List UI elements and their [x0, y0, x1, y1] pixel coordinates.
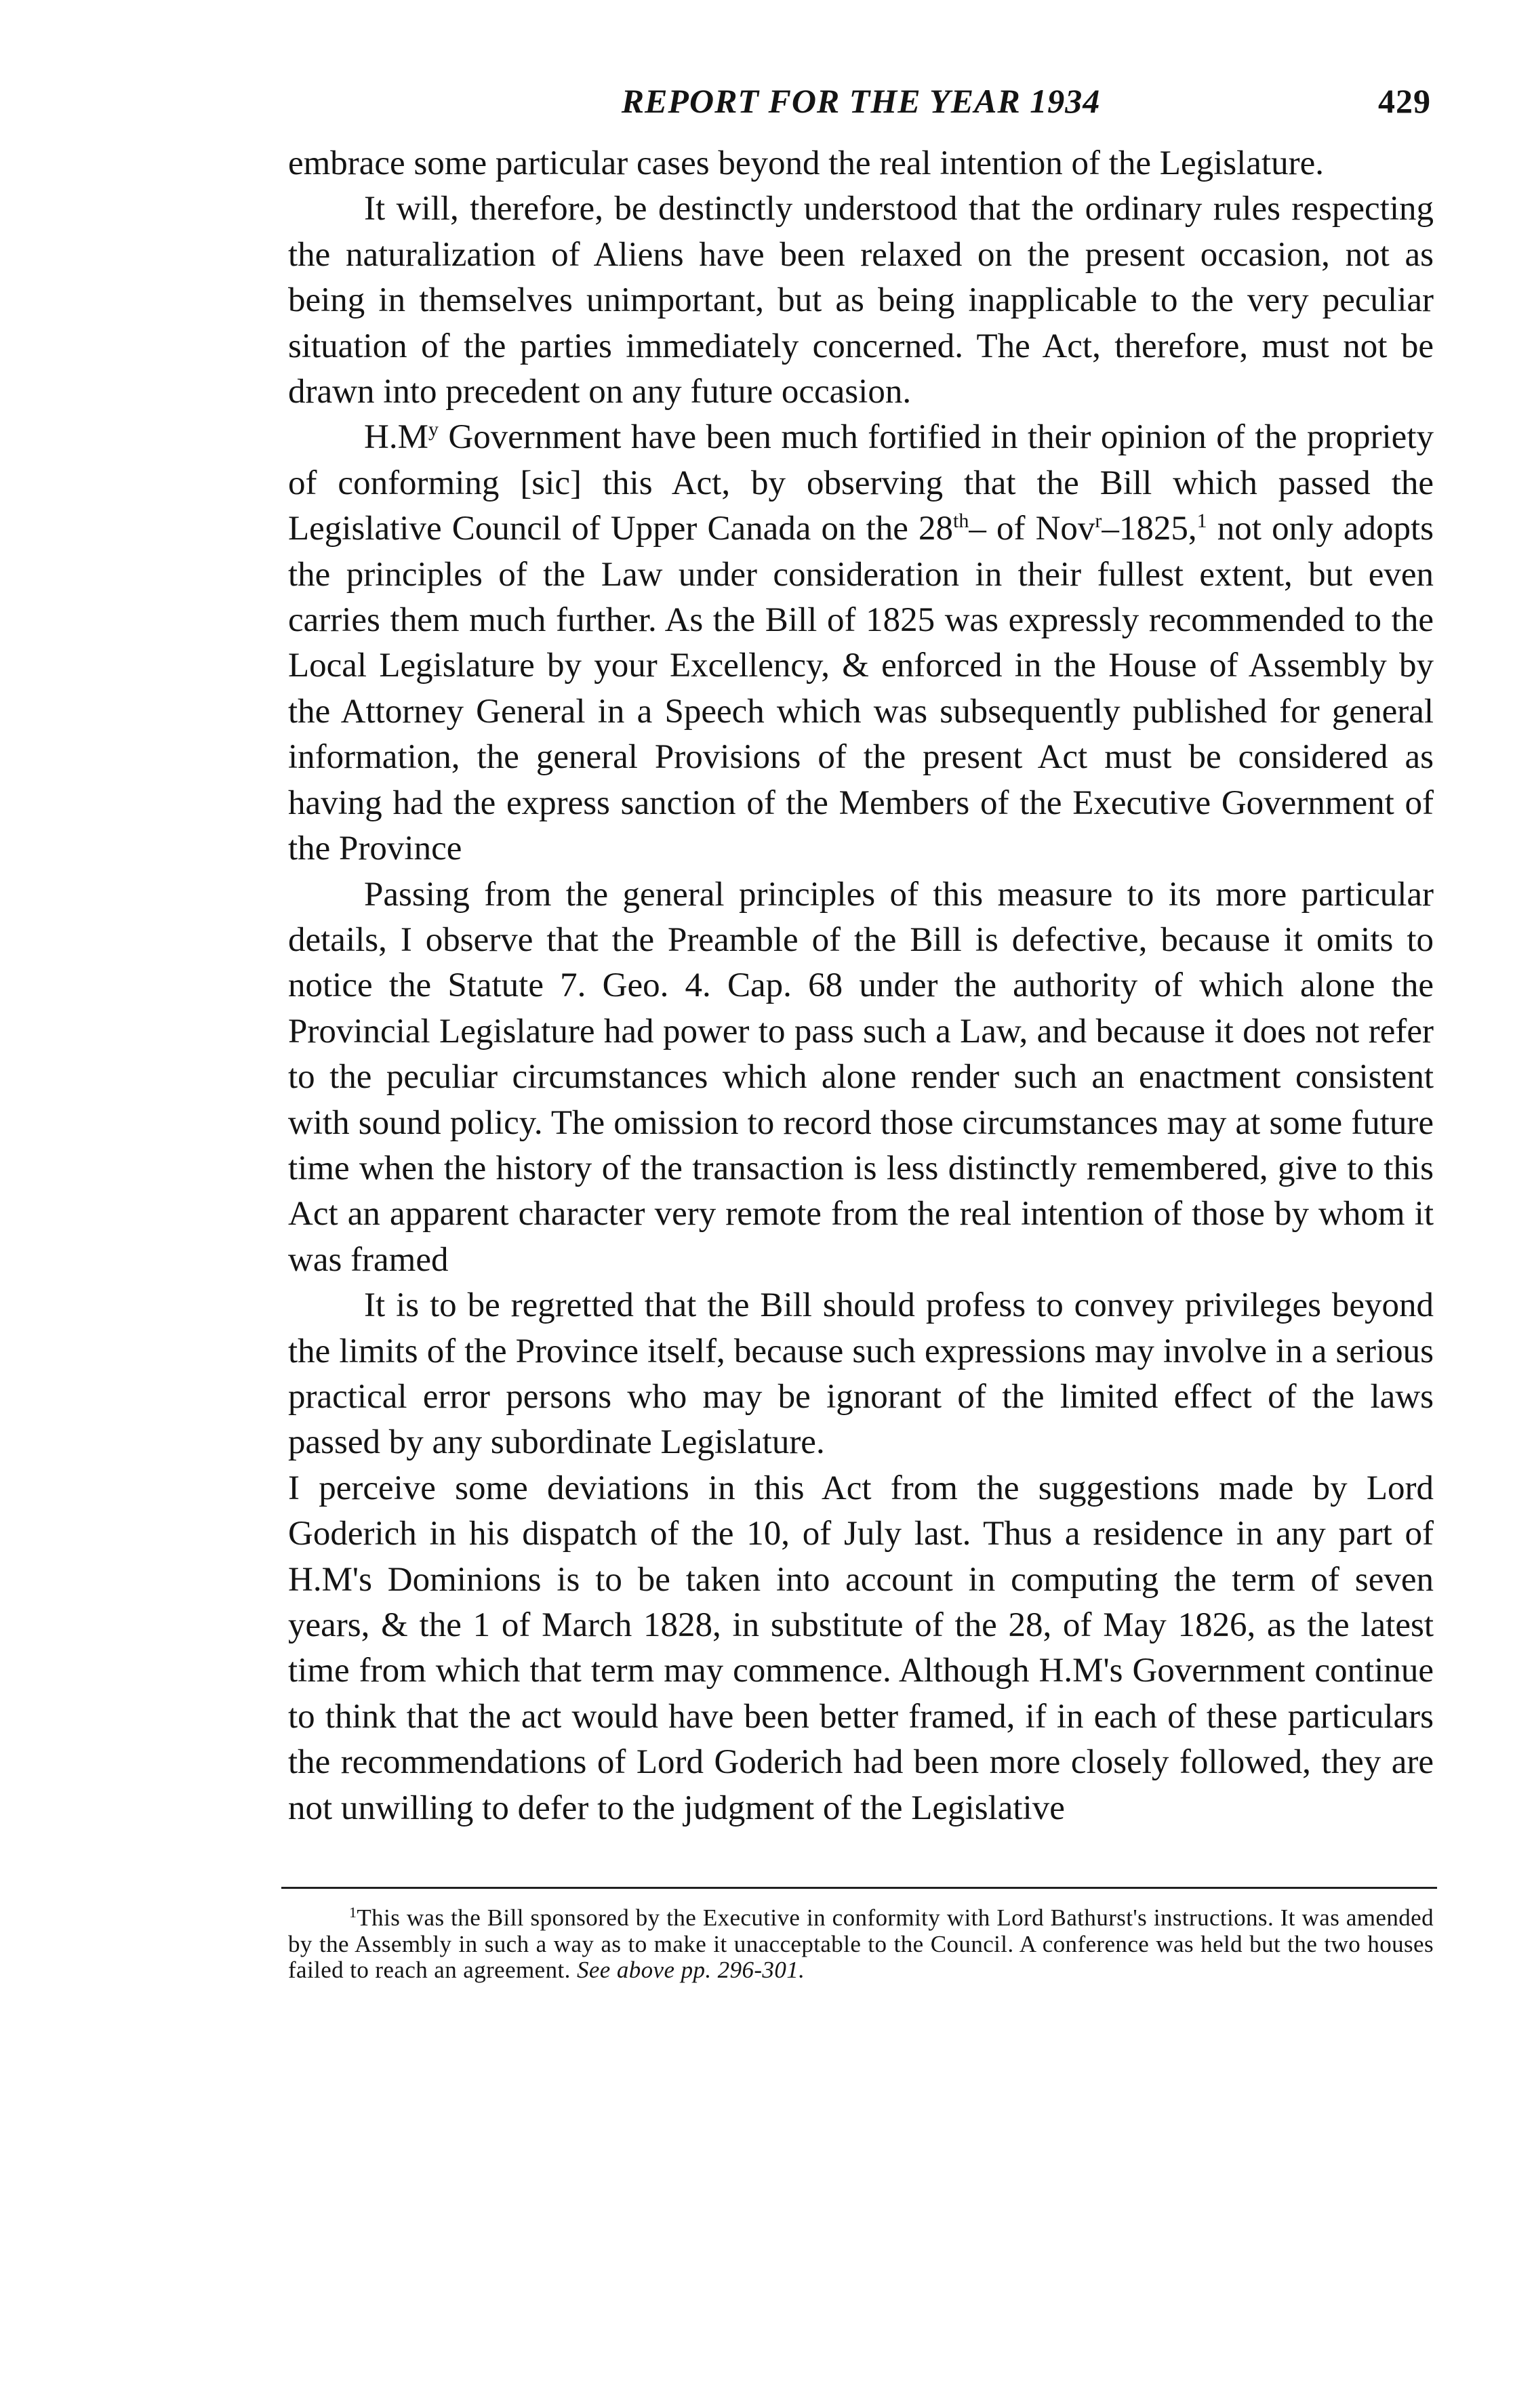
page-header [288, 81, 1434, 129]
superscript-y: y [428, 418, 439, 441]
paragraph-5: It is to be regretted that the Bill should profess to convey privileges beyond the limits of the Province itself, because such expressions may involve in a serious practical error persons who may be ignorant of the limited effect of the laws passed by any subordinate Legislature. [288, 1286, 1434, 1462]
paragraph-3 [288, 415, 1434, 872]
paragraph-6: I perceive some deviations in this Act from the suggestions made by Lord Goderich in his dispatch of the 10, of July last. Thus a residence in any part of H.M's Dominions is to be taken into account in computing the term of seven years, & the 1 of March 1828, in substitute of the 28, of May 1826, as the latest time from which that term may commence. Although H.M's Government continue to think that the act would have been better framed, if in each of these particulars the recommendations of Lord Goderich had been more closely followed, they are not unwilling to defer to the judgment of the Legislative [288, 1469, 1434, 1827]
paragraph-3-part-5: not only adopts the principles of the Law under consideration in their fullest extent, but even carries them much further. As the Bill of 1825 was expressly recommended to the Local Legislature by your Excellency, & enforced in the House of Assembly by the Attorney General in a Speech which was subsequently published for general information, the general Provisions of the present Act must be considered as having had the express sanction of the Members of the Executive Government of the Province [288, 510, 1434, 868]
footnote [288, 1905, 1434, 1984]
footnote-reference: 1 [1196, 510, 1207, 533]
superscript-th: th [953, 510, 969, 533]
page-number: 429 [1378, 82, 1431, 120]
footnote-text: This was the Bill sponsored by the Executive in conformity with Lord Bathurst's instructions. It was amended by the Assembly in such a way as to make it unacceptable to the Council. A conference was held but the two houses failed to reach an agreement. [288, 1904, 1434, 1984]
paragraph-3-part-3: – of Nov [969, 510, 1095, 548]
paragraph-4: Passing from the general principles of this measure to its more particular details, I observe that the Preamble of the Bill is defective, because it omits to notice the Statute 7. Geo. 4. Cap. 68 under the authority of which alone the Provincial Legislature had power to pass such a Law, and because it does not refer to the peculiar circumstances which alone render such an enactment consistent with sound policy. The omission to record those circumstances may at some future time when the history of the transaction is less distinctly remembered, give to this Act an apparent character very remote from the real intention of those by whom it was framed [288, 875, 1434, 1279]
paragraph-3-part-1: H.M [364, 418, 428, 457]
paragraph-3-part-4: –1825, [1102, 510, 1197, 548]
document-page [288, 81, 1434, 2372]
body-text [288, 141, 1434, 1831]
paragraph-3-part-2: Government have been much fortified in their opinion of the propriety of conforming [sic] this Act, by observing that the Bill which passed the Legislative Council of Upper Canada on the 28 [288, 418, 1434, 548]
footnote-divider [281, 1887, 1437, 1889]
footnote-marker: 1 [349, 1904, 357, 1921]
paragraph-2: It will, therefore, be destinctly understood that the ordinary rules respecting the naturalization of Aliens have been relaxed on the present occasion, not as being in themselves unimportant, but as being inapplicable to the very peculiar situation of the parties immediately concerned. The Act, therefore, must not be drawn into precedent on any future occasion. [288, 190, 1434, 411]
superscript-r: r [1095, 510, 1102, 533]
paragraph-1: embrace some particular cases beyond the real intention of the Legislature. [288, 144, 1324, 182]
footnote-see-above: See above pp. 296-301. [576, 1957, 805, 1984]
running-title: REPORT FOR THE YEAR 1934 [621, 82, 1101, 120]
